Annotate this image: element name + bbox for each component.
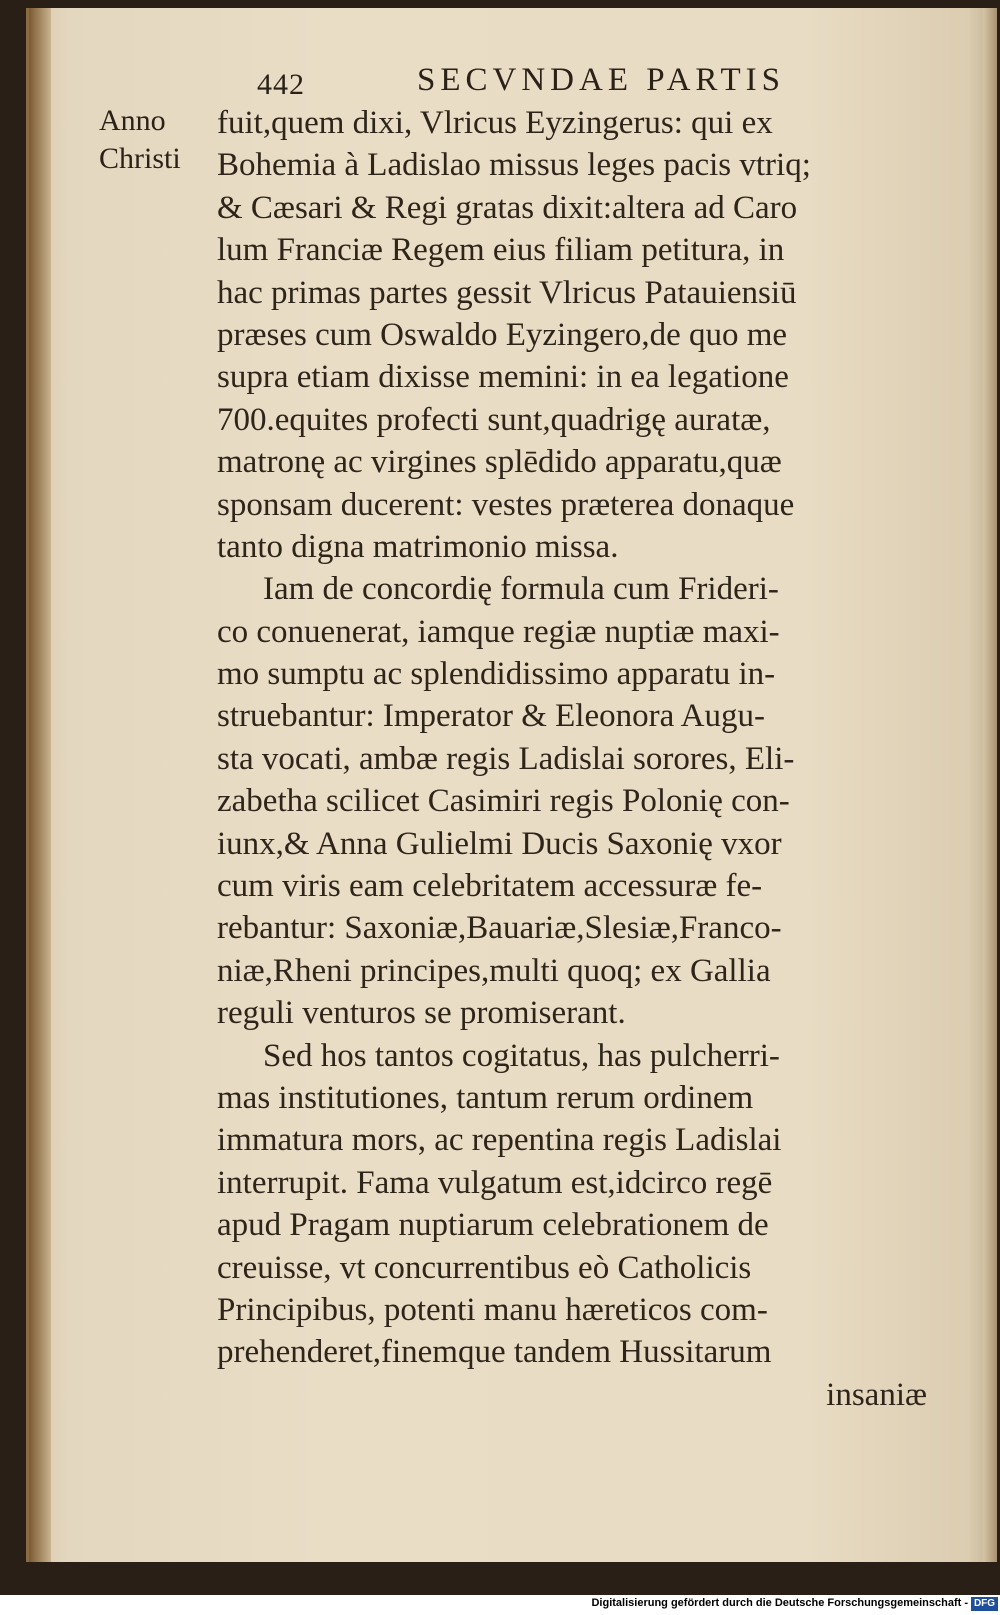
text-line: matronę ac virgines splēdido apparatu,quæ (217, 444, 782, 481)
footer-credit-text: Digitalisierung gefördert durch die Deutsche Forschungsgemeinschaft - (591, 1597, 968, 1609)
text-line: lum Franciæ Regem eius filiam petitura, in (217, 232, 785, 269)
text-line: apud Pragam nuptiarum celebrationem de (217, 1207, 769, 1244)
text-line: 700.equites profecti sunt,quadrigę auratæ, (217, 401, 771, 438)
book-spine-edge (29, 8, 51, 1562)
text-line: reguli venturos se promiserant. (217, 995, 626, 1032)
text-line: hac primas partes gessit Vlricus Patauiensiū (217, 274, 797, 311)
running-title: SECVNDAE PARTIS (417, 62, 785, 98)
text-line: supra etiam dixisse memini: in ea legatione (217, 359, 789, 396)
body-text (217, 102, 957, 1416)
book-page (26, 8, 997, 1562)
text-line: prehenderet,finemque tandem Hussitarum (217, 1334, 772, 1371)
digitization-footer (0, 1595, 1000, 1615)
text-line: struebantur: Imperator & Eleonora Augu- (217, 698, 765, 735)
dfg-logo: DFG (971, 1597, 998, 1611)
text-line: mo sumptu ac splendidissimo apparatu in- (217, 656, 776, 693)
text-line: zabetha scilicet Casimiri regis Polonię con- (217, 783, 790, 820)
text-line: tanto digna matrimonio missa. (217, 528, 619, 565)
text-line: præses cum Oswaldo Eyzingero,de quo me (217, 316, 788, 353)
text-line: sta vocati, ambæ regis Ladislai sorores, Eli- (217, 740, 795, 777)
catchword: insaniæ (826, 1376, 927, 1413)
text-line: sponsam ducerent: vestes præterea donaque (217, 486, 795, 523)
page-fore-edge (983, 8, 997, 1562)
text-line: immatura mors, ac repentina regis Ladislai (217, 1122, 782, 1159)
margin-note-anno: Anno (99, 104, 166, 137)
text-line: & Cæsari & Regi gratas dixit:altera ad Caro (217, 189, 798, 226)
text-line: rebantur: Saxoniæ,Bauariæ,Slesiæ,Franco- (217, 910, 782, 947)
page-header (225, 58, 845, 102)
text-line: creuisse, vt concurrentibus eò Catholicis (217, 1249, 752, 1286)
text-line: interrupit. Fama vulgatum est,idcirco regē (217, 1164, 773, 1201)
text-line: iunx,& Anna Gulielmi Ducis Saxonię vxor (217, 825, 782, 862)
text-line: cum viris eam celebritatem accessuræ fe- (217, 868, 763, 905)
text-line: Bohemia à Ladislao missus leges pacis vtriq; (217, 147, 811, 184)
text-line: Principibus, potenti manu hæreticos com- (217, 1291, 768, 1328)
margin-note-christi: Christi (99, 142, 181, 175)
page-number: 442 (257, 68, 305, 101)
text-line: mas institutiones, tantum rerum ordinem (217, 1079, 754, 1116)
text-line: co conuenerat, iamque regiæ nuptiæ maxi- (217, 613, 780, 650)
text-line: niæ,Rheni principes,multi quoq; ex Gallia (217, 952, 771, 989)
paragraph-start-line: Iam de concordię formula cum Frideri- (263, 571, 779, 608)
paragraph-start-line: Sed hos tantos cogitatus, has pulcherri- (263, 1037, 780, 1074)
text-line: fuit,quem dixi, Vlricus Eyzingerus: qui ex (217, 105, 773, 141)
